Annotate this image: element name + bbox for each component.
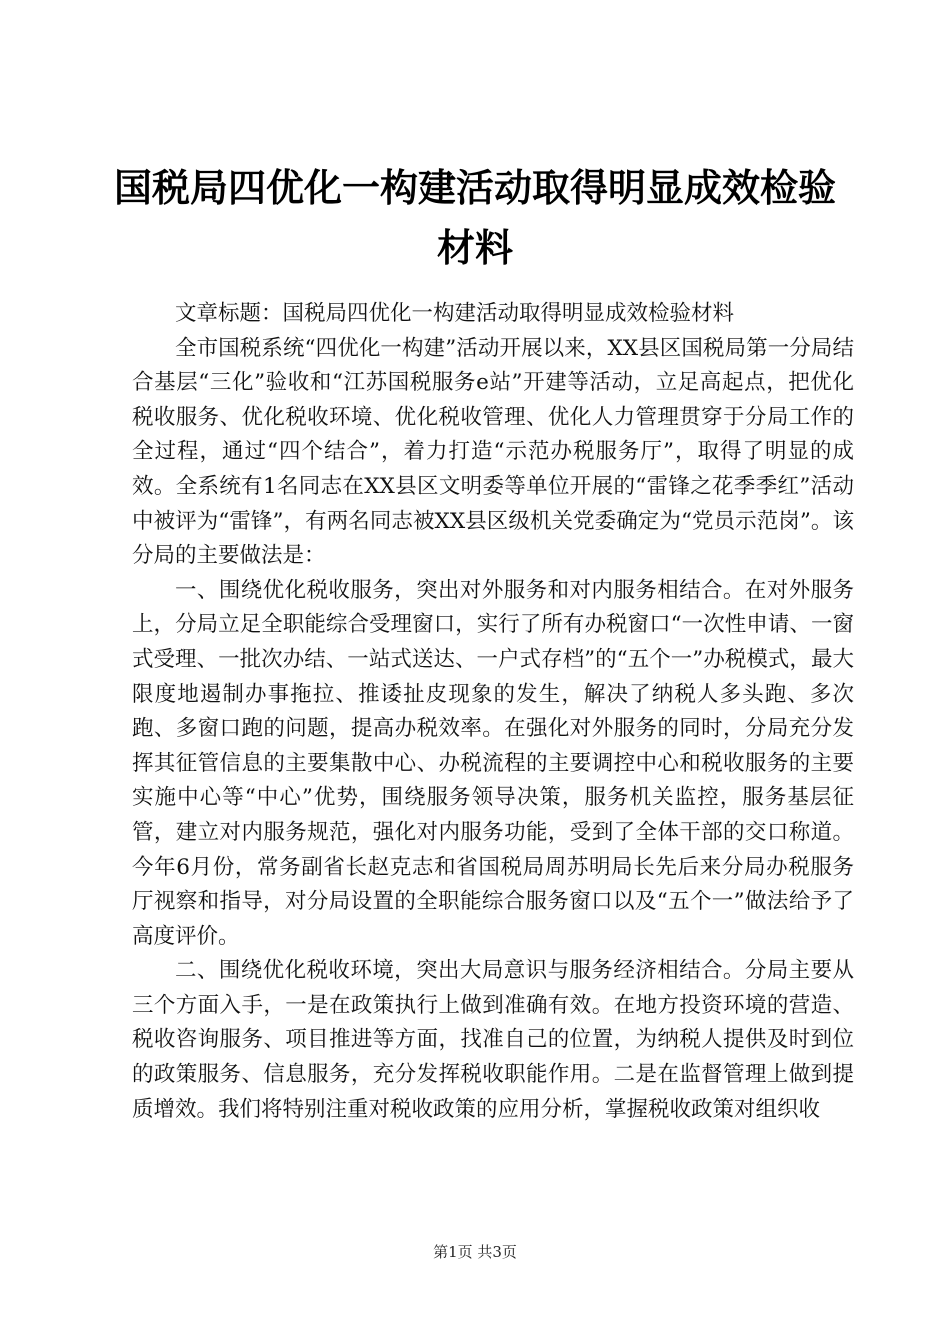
document-body — [132, 297, 854, 1127]
paragraph-section-1: 一、围绕优化税收服务，突出对外服务和对内服务相结合。在对外服务上，分局立足全职能综合受理窗口，实行了所有办税窗口“一次性申请、一窗式受理、一批次办结、一站式送达、一户式存档”的“五个一”办税模式，最大限度地遏制办事拖拉、推诿扯皮现象的发生，解决了纳税人多头跑、多次跑、多窗口跑的问题，提高办税效率。在强化对外服务的同时，分局充分发挥其征管信息的主要集散中心、办税流程的主要调控中心和税收服务的主要实施中心等“中心”优势，围绕服务领导决策，服务机关监控，服务基层征管，建立对内服务规范，强化对内服务功能，受到了全体干部的交口称道。今年6月份，常务副省长赵克志和省国税局周苏明局长先后来分局办税服务厅视察和指导，对分局设置的全职能综合服务窗口以及“五个一”做法给予了高度评价。 — [132, 577, 854, 949]
paragraph-article-title: 文章标题：国税局四优化一构建活动取得明显成效检验材料 — [175, 301, 735, 326]
paragraph-intro: 全市国税系统“四优化一构建”活动开展以来，XX县区国税局第一分局结合基层“三化”验收和“江苏国税服务e站”开建等活动，立足高起点，把优化税收服务、优化税收环境、优化税收管理、优化人力管理贯穿于分局工作的全过程，通过“四个结合”，着力打造“示范办税服务厅”，取得了明显的成效。全系统有1名同志在XX县区文明委等单位开展的“雷锋之花季季红”活动中被评为“雷锋”，有两名同志被XX县区级机关党委确定为“党员示范岗”。该分局的主要做法是： — [132, 335, 854, 569]
document-title: 国税局四优化一构建活动取得明显成效检验材料 — [113, 166, 836, 270]
paragraph-section-2: 二、围绕优化税收环境，突出大局意识与服务经济相结合。分局主要从三个方面入手，一是在政策执行上做到准确有效。在地方投资环境的营造、税收咨询服务、项目推进等方面，找准自己的位置，为纳税人提供及时到位的政策服务、信息服务，充分发挥税收职能作用。二是在监督管理上做到提质增效。我们将特别注重对税收政策的应用分析，掌握税收政策对组织收 — [132, 958, 854, 1122]
page-number-footer: 第1页 共3页 — [433, 1243, 517, 1261]
